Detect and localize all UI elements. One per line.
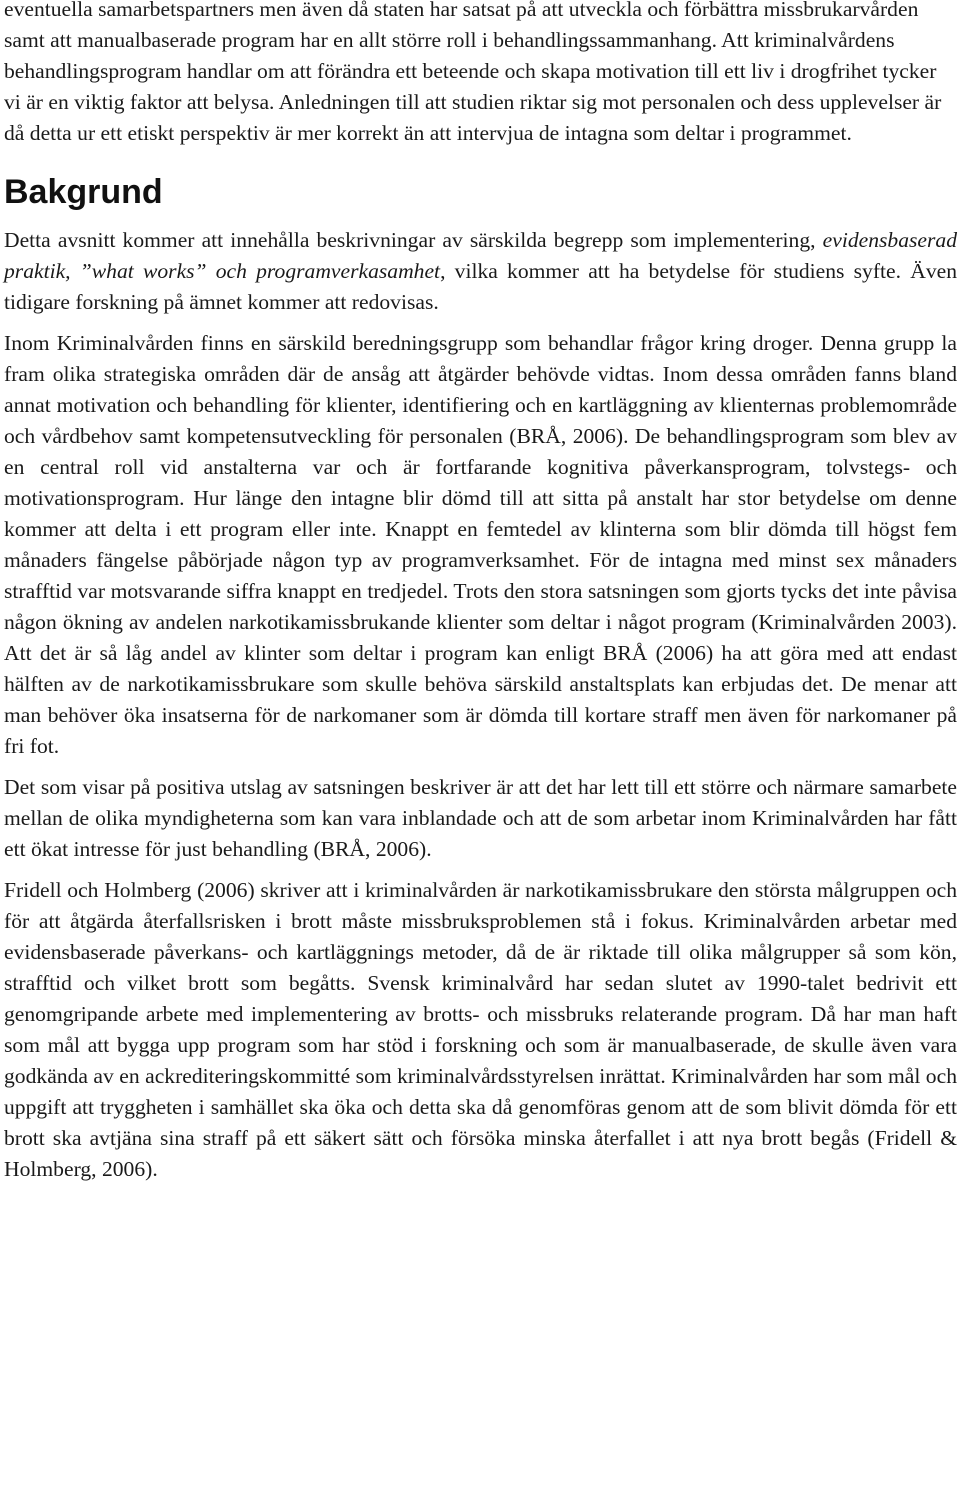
section-intro-italic-terms: evidensbaserad praktik, ”what works” och programverkasamhet [4,228,957,283]
document-page [4,0,957,1185]
body-paragraph: Det som visar på positiva utslag av satsningen beskriver är att det har lett till ett större och närmare samarbete mellan de olika myndigheterna som kan vara inblandade och att de som arbetar inom Kriminalvården har fått ett ökat intresse för just behandling (BRÅ, 2006). [4,775,957,861]
section-intro-paragraph [4,225,957,318]
body-paragraph: Inom Kriminalvården finns en särskild beredningsgrupp som behandlar frågor kring droger. Denna grupp la fram olika strategiska områden där de ansåg att åtgärder behövde vidtas. Inom dessa områden fanns bland annat motivation och behandling för klienter, identifiering och en kartläggning av klienternas problemområde och vårdbehov samt kompetensutveckling för personalen (BRÅ, 2006). De behandlingsprogram som blev av en central roll vid anstalterna var och är fortfarande kognitiva påverkansprogram, tolvstegs- och motivationsprogram. Hur länge den intagne blir dömd till att sitta på anstalt har stor betydelse om denne kommer att delta i ett program eller inte. Knappt en femtedel av klinterna som blir dömda till högst fem månaders fängelse påbörjade någon typ av programverksamhet. För de intagna med minst sex månaders strafftid var motsvarande siffra knappt en tredjedel. Trots den stora satsningen som gjorts tycks det inte påvisa någon ökning av andelen narkotikamissbrukande klienter som deltar i något program (Kriminalvården 2003). Att det är så låg andel av klinter som deltar i program kan enligt BRÅ (2006) ha att göra med att endast hälften av de narkotikamissbrukare som skulle behöva särskild anstaltsplats kan erbjudas det. De menar att man behöver öka insatserna för de narkomaner som är dömda till kortare straff men även för narkomaner på fri fot. [4,331,957,758]
section-intro-text-2: , vilka kommer att ha betydelse för studiens syfte. Även tidigare forskning på ämnet kommer att redovisas. [4,259,957,314]
body-paragraph: Fridell och Holmberg (2006) skriver att i kriminalvården är narkotikamissbrukare den största målgruppen och för att åtgärda återfallsrisken i brott måste missbruksproblemen stå i fokus. Kriminalvården arbetar med evidensbaserade påverkans- och kartläggnings metoder, då de är riktade till olika målgrupper så som kön, strafftid och vilket brott som begåtts. Svensk kriminalvård har sedan slutet av 1990-talet bedrivit ett genomgripande arbete med implementering av brotts- och missbruks relaterande program. Då har man haft som mål att bygga upp program som har stöd i forskning och som är manualbaserade, de skulle även vara godkända av en ackrediteringskommitté som kriminalvårdsstyrelsen inrättat. Kriminalvården har som mål och uppgift att tryggheten i samhället ska öka och detta ska då genomföras genom att de som blivit dömda för ett brott ska avtjäna sina straff på ett säkert sätt och försöka minska återfallet i att nya brott begås (Fridell & Holmberg, 2006). [4,878,957,1181]
intro-paragraph: eventuella samarbetspartners men även då staten har satsat på att utveckla och förbättra missbrukarvården samt att manualbaserade program har en allt större roll i behandlingssammanhang. Att kriminalvårdens behandlingsprogram handlar om att förändra ett beteende och skapa motivation till ett liv i drogfrihet tycker vi är en viktig faktor att belysa. Anledningen till att studien riktar sig mot personalen och dess upplevelser är då detta ur ett etiskt perspektiv är mer korrekt än att intervjua de intagna som deltar i programmet. [4,0,942,145]
section-heading: Bakgrund [4,173,163,211]
section-intro-text-1: Detta avsnitt kommer att innehålla beskrivningar av särskilda begrepp som implementering, [4,228,823,252]
